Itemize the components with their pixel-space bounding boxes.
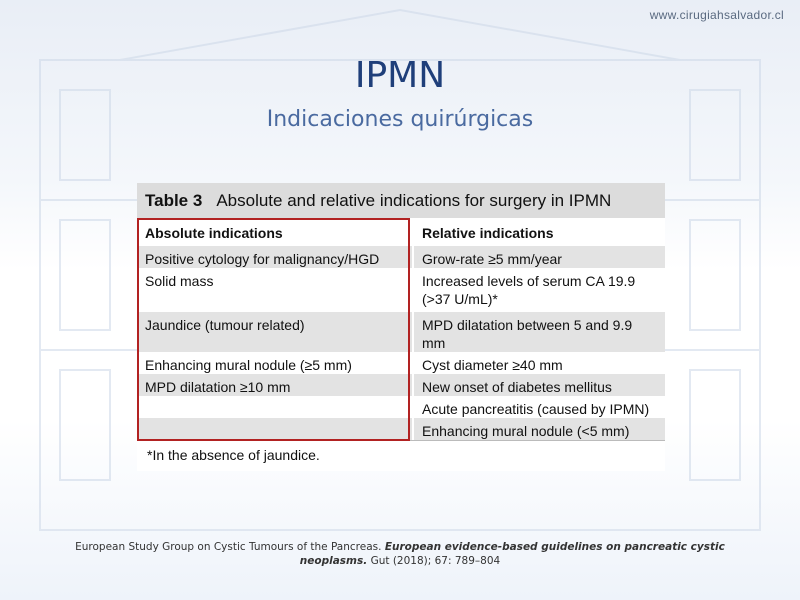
site-url: www.cirugiahsalvador.cl [649, 8, 784, 22]
table-row [137, 268, 665, 312]
table-row [137, 312, 665, 352]
slide-subtitle: Indicaciones quirúrgicas [266, 107, 534, 132]
relative-cell: MPD dilatation between 5 and 9.9 mm [413, 312, 665, 352]
indications-table-card [137, 183, 665, 471]
citation-authors: European Study Group on Cystic Tumours of the Pancreas. [75, 541, 382, 553]
table-caption [137, 183, 665, 218]
absolute-cell: MPD dilatation ≥10 mm [137, 374, 413, 396]
table-row [137, 246, 665, 268]
absolute-cell: Enhancing mural nodule (≥5 mm) [145, 357, 352, 373]
indications-table [137, 218, 665, 440]
table-caption-text: Absolute and relative indications for surgery in IPMN [216, 190, 612, 210]
table-row [137, 418, 665, 440]
relative-cell: Enhancing mural nodule (<5 mm) [413, 418, 665, 440]
relative-cell: Cyst diameter ≥40 mm [413, 352, 665, 374]
relative-cell: Increased levels of serum CA 19.9 (>37 U/mL)* [413, 268, 665, 312]
absolute-cell [137, 418, 413, 440]
table-header-row [137, 218, 665, 246]
absolute-cell [137, 396, 413, 418]
table-row [137, 352, 665, 374]
relative-cell: New onset of diabetes mellitus [413, 374, 665, 396]
header-absolute-indications: Absolute indications [145, 225, 283, 241]
table-row [137, 374, 665, 396]
slide-title: IPMN [354, 55, 446, 96]
table-caption-number: Table 3 [145, 190, 203, 210]
absolute-cell: Jaundice (tumour related) [137, 312, 413, 352]
relative-cell: Grow-rate ≥5 mm/year [413, 246, 665, 268]
table-row [137, 396, 665, 418]
relative-cell: Acute pancreatitis (caused by IPMN) [413, 396, 665, 418]
citation [60, 540, 740, 568]
absolute-cell: Positive cytology for malignancy/HGD [137, 246, 413, 268]
citation-source: Gut (2018); 67: 789–804 [370, 555, 501, 567]
absolute-cell: Solid mass [145, 273, 214, 289]
table-footnote: *In the absence of jaundice. [137, 440, 665, 463]
header-relative-indications: Relative indications [413, 218, 665, 246]
citation-title: European evidence-based guidelines on pancreatic cystic neoplasms. [299, 541, 725, 567]
